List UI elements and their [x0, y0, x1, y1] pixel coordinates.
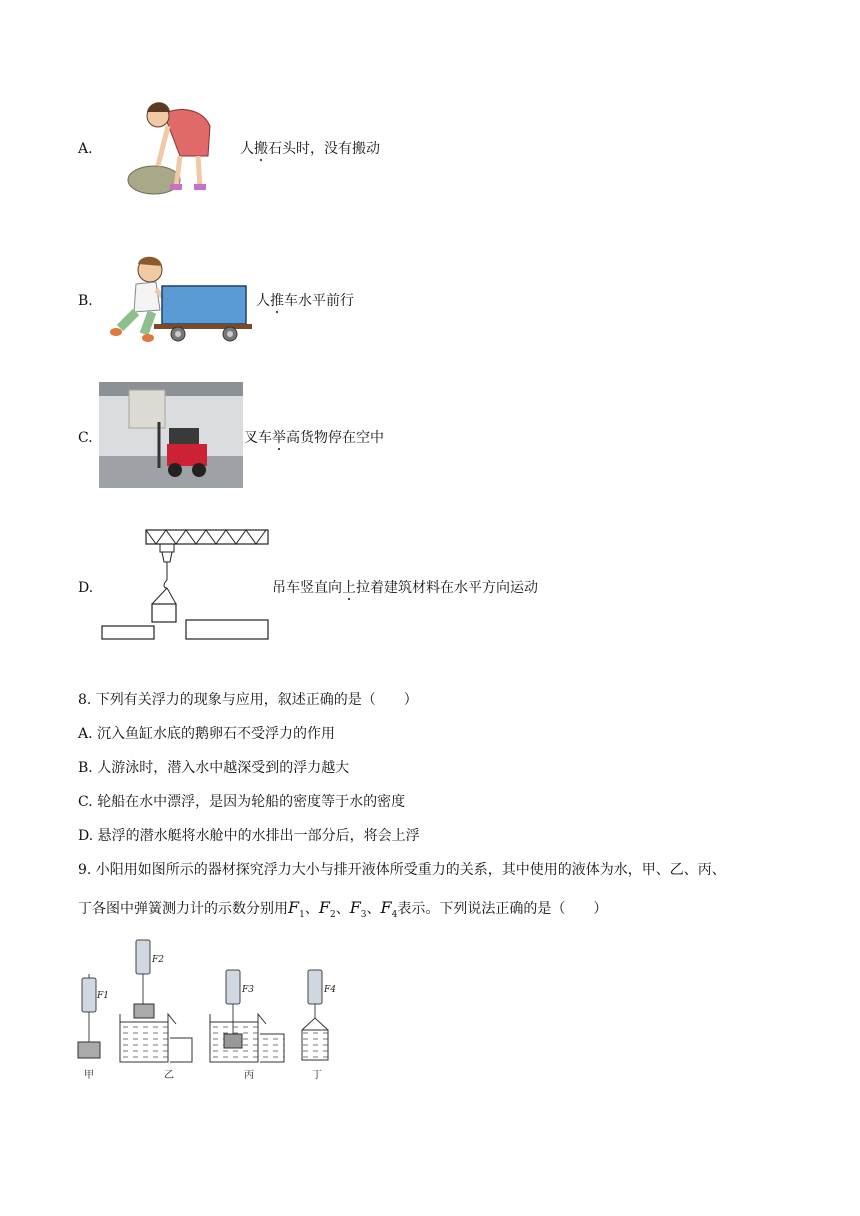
- crane-lifting-material-diagram: [100, 528, 272, 644]
- panel-yi-overflow-cup: [120, 940, 192, 1081]
- label-F2: F2: [152, 955, 164, 965]
- forklift-photo-image: [99, 382, 243, 488]
- option-c-letter: C.: [78, 430, 93, 446]
- option-b-letter: B.: [78, 293, 93, 309]
- option-d-text: 吊车竖直向上拉着建筑材料在水平方向运动: [272, 580, 538, 596]
- panel-ding-beaker: [302, 970, 336, 1081]
- person-lifting-stone-image: [118, 96, 214, 196]
- option-a-text: 人搬石头时，没有搬动: [240, 141, 380, 157]
- option-a-letter: A.: [78, 141, 93, 157]
- panel-bing-immersed-block: [210, 970, 284, 1081]
- question-8-choice-c: C. 轮船在水中漂浮，是因为轮船的密度等于水的密度: [78, 794, 406, 810]
- question-8-choice-b: B. 人游泳时，潜入水中越深受到的浮力越大: [78, 760, 350, 776]
- label-F1: F1: [97, 991, 109, 1001]
- label-bing: 丙: [244, 1070, 254, 1081]
- question-9-line-2: 丁各图中弹簧测力计的示数分别用$F_1$、$F_2$、$F_3$、$F_4$表示。下列说法正确的是（ ）: [78, 898, 608, 921]
- label-jia: 甲: [84, 1070, 94, 1081]
- option-c-text: 叉车举高货物停在空中: [244, 430, 384, 446]
- question-8-stem: 8. 下列有关浮力的现象与应用，叙述正确的是（ ）: [78, 692, 418, 708]
- question-8-choice-a: A. 沉入鱼缸水底的鹅卵石不受浮力的作用: [78, 726, 336, 742]
- label-ding: 丁: [312, 1070, 322, 1081]
- option-b-text: 人推车水平前行: [256, 293, 354, 309]
- question-8-choice-d: D. 悬浮的潜水艇将水舱中的水排出一部分后，将会上浮: [78, 828, 420, 844]
- label-F4: F4: [324, 985, 336, 995]
- label-yi: 乙: [164, 1070, 174, 1081]
- panel-jia-spring-scale: [78, 974, 109, 1081]
- buoyancy-experiment-figure: [72, 934, 342, 1086]
- person-pushing-cart-image: [100, 254, 256, 346]
- question-9-line-1: 9. 小阳用如图所示的器材探究浮力大小与排开液体所受重力的关系，其中使用的液体为水，甲、乙、丙、: [78, 862, 726, 878]
- label-F3: F3: [242, 985, 254, 995]
- option-d-letter: D.: [78, 580, 94, 596]
